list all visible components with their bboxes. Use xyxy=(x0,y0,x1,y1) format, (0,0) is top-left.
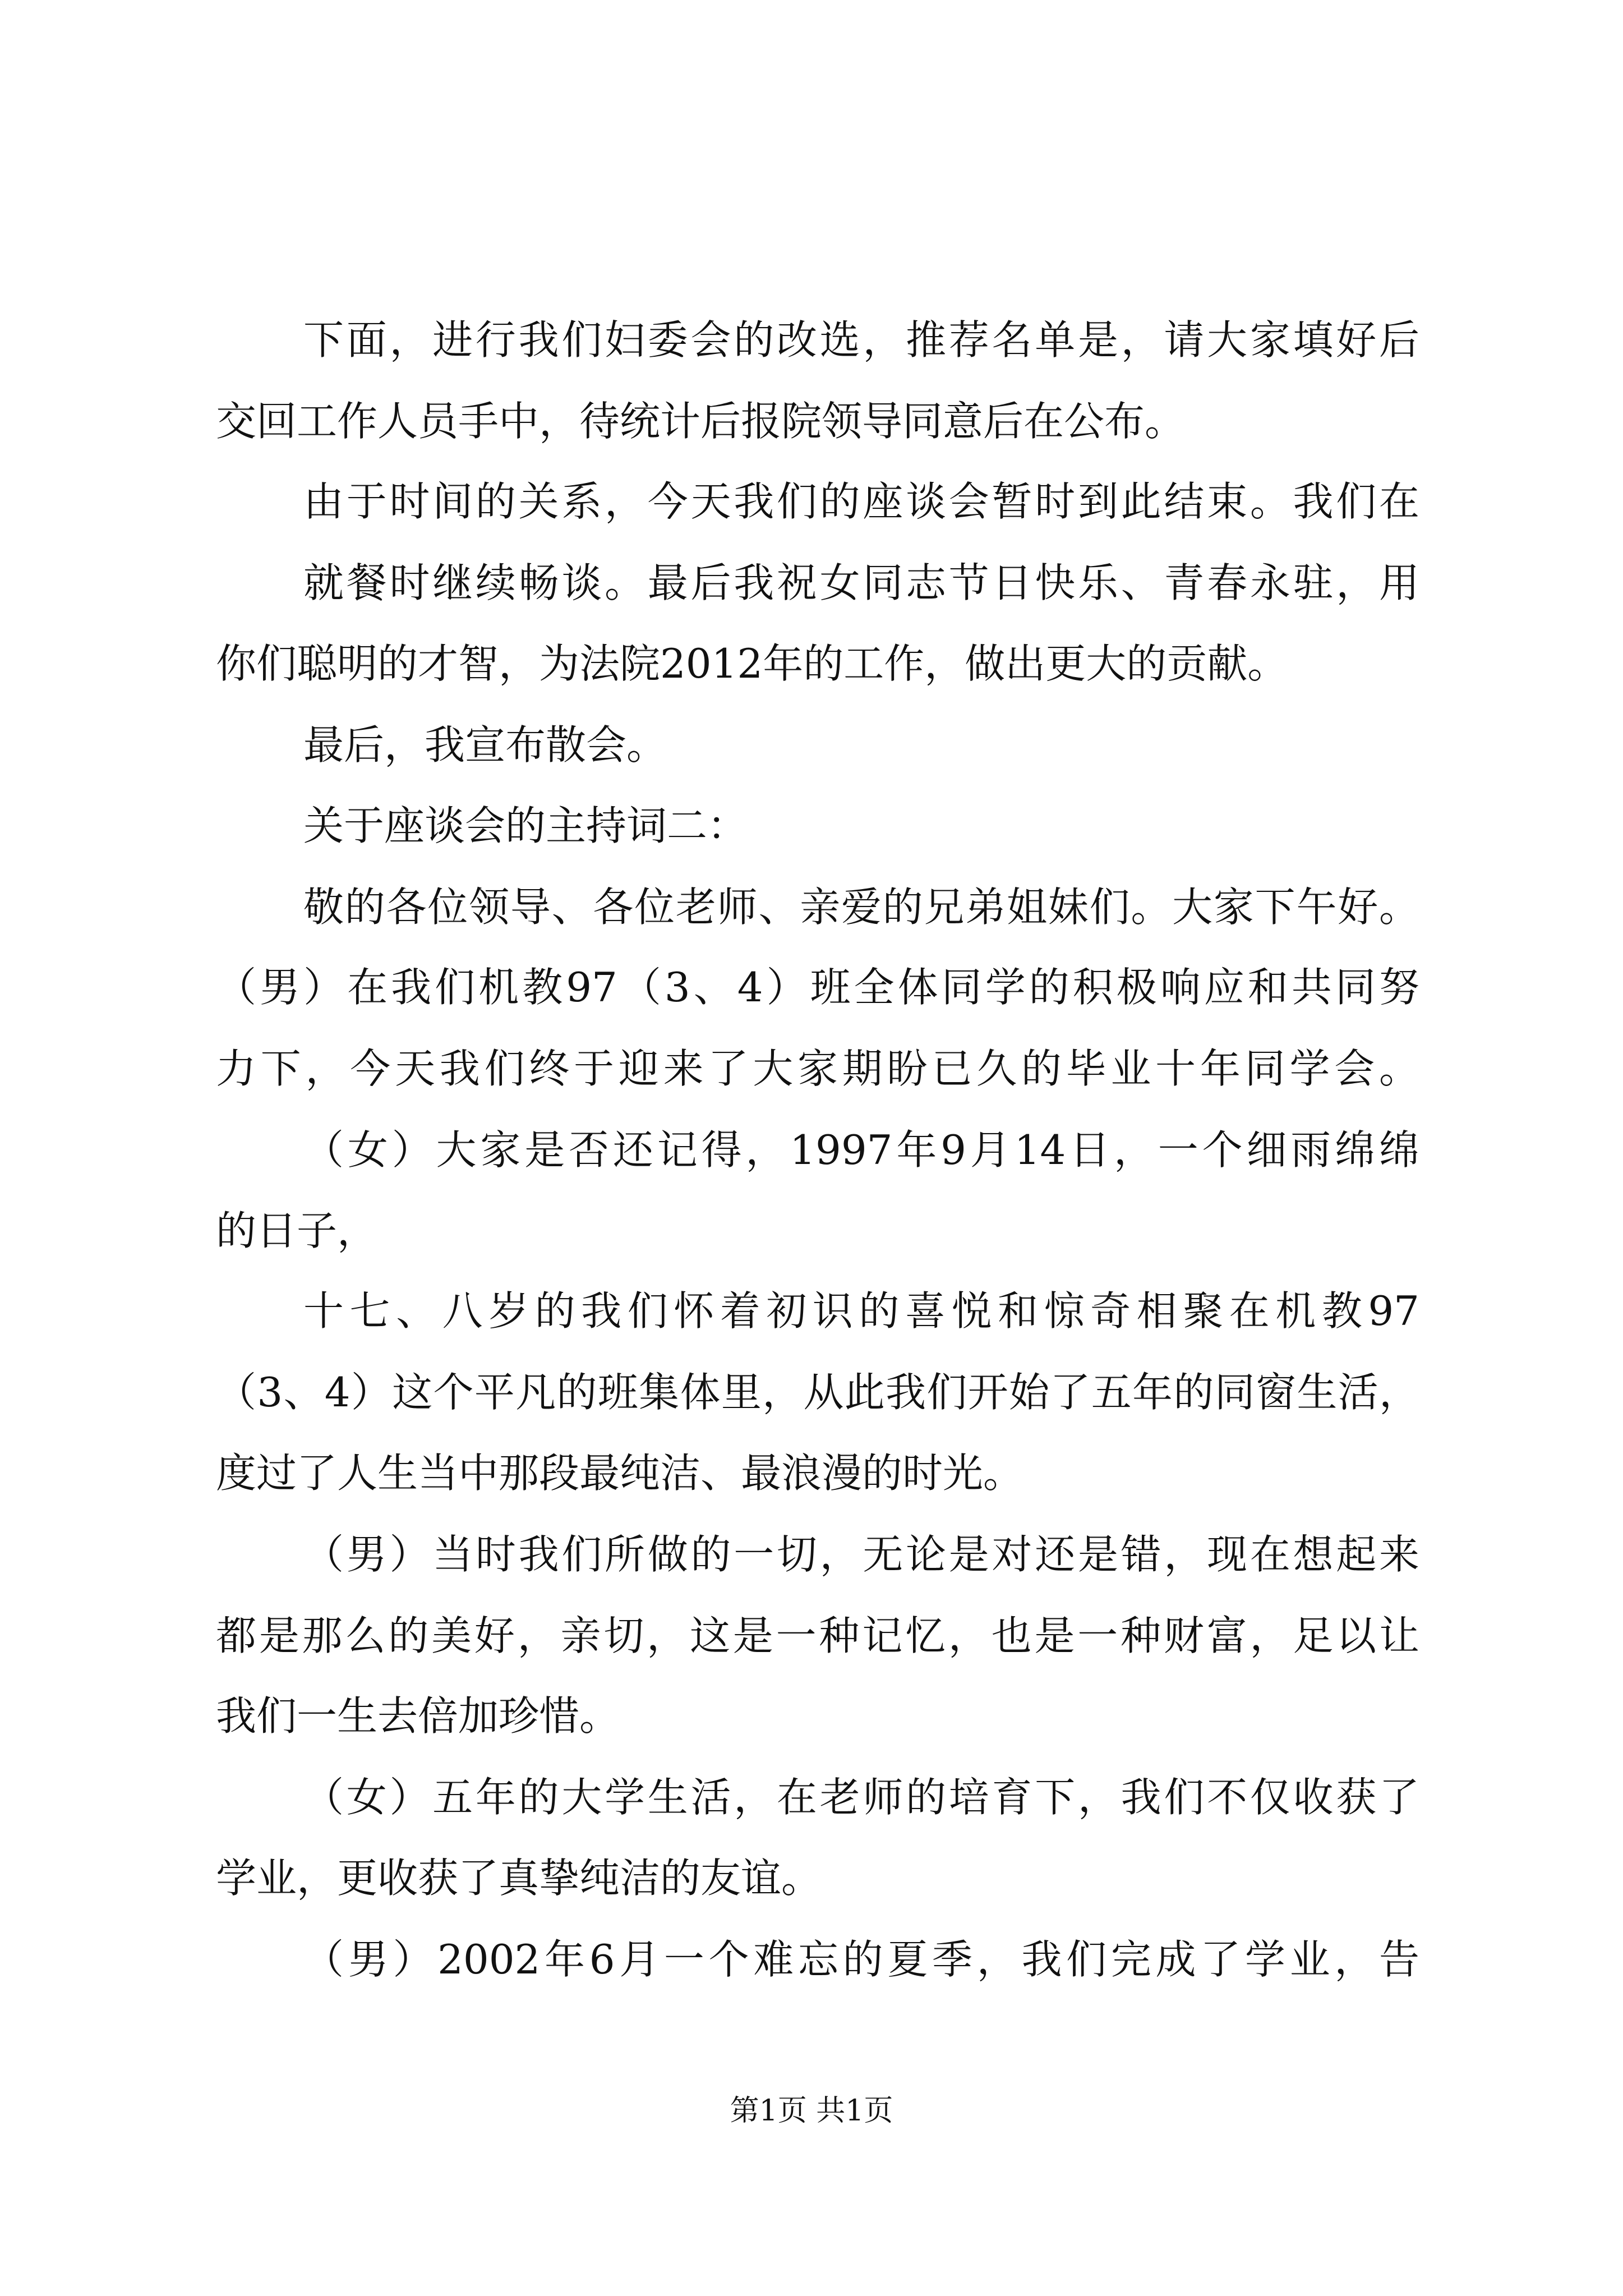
text-line: （男）当时我们所做的一切，无论是对还是错，现在想起来 xyxy=(303,1531,1419,1578)
text-line: 学业，更收获了真挚纯洁的友谊。 xyxy=(216,1855,822,1902)
text-line: 的日子， xyxy=(216,1207,378,1254)
text-line: 关于座谈会的主持词二： xyxy=(303,802,748,849)
text-line: 度过了人生当中那段最纯洁、最浪漫的时光。 xyxy=(216,1450,1024,1497)
text-line: 敬的各位领导、各位老师、亲爱的兄弟姐妹们。大家下午好。 xyxy=(303,884,1419,931)
text-line: （3、4）这个平凡的班集体里，从此我们开始了五年的同窗生活， xyxy=(216,1369,1419,1416)
text-line: （女）五年的大学生活，在老师的培育下，我们不仅收获了 xyxy=(303,1774,1419,1821)
text-line: 十七、八岁的我们怀着初识的喜悦和惊奇相聚在机教97 xyxy=(303,1287,1419,1335)
text-line: 我们一生去倍加珍惜。 xyxy=(216,1692,620,1740)
text-line: 由于时间的关系，今天我们的座谈会暂时到此结束。我们在 xyxy=(303,478,1419,525)
text-line: 就餐时继续畅谈。最后我祝女同志节日快乐、青春永驻，用 xyxy=(303,559,1419,606)
text-line: （男）在我们机教97（3、4）班全体同学的积极响应和共同努 xyxy=(216,964,1419,1011)
page-number-footer: 第1页 共1页 xyxy=(730,2094,893,2128)
text-line: 交回工作人员手中，待统计后报院领导同意后在公布。 xyxy=(216,398,1186,445)
text-line: 力下，今天我们终于迎来了大家期盼已久的毕业十年同学会。 xyxy=(216,1045,1419,1092)
text-line: 最后，我宣布散会。 xyxy=(303,721,667,769)
text-line: 你们聪明的才智，为法院2012年的工作，做出更大的贡献。 xyxy=(216,640,1288,687)
text-line: （男）2002年6月一个难忘的夏季，我们完成了学业，告 xyxy=(303,1936,1419,1983)
text-line: 下面，进行我们妇委会的改选，推荐名单是，请大家填好后 xyxy=(303,316,1419,364)
text-line: （女）大家是否还记得，1997年9月14日，一个细雨绵绵 xyxy=(303,1126,1419,1174)
text-line: 都是那么的美好，亲切，这是一种记忆，也是一种财富，足以让 xyxy=(216,1612,1419,1659)
